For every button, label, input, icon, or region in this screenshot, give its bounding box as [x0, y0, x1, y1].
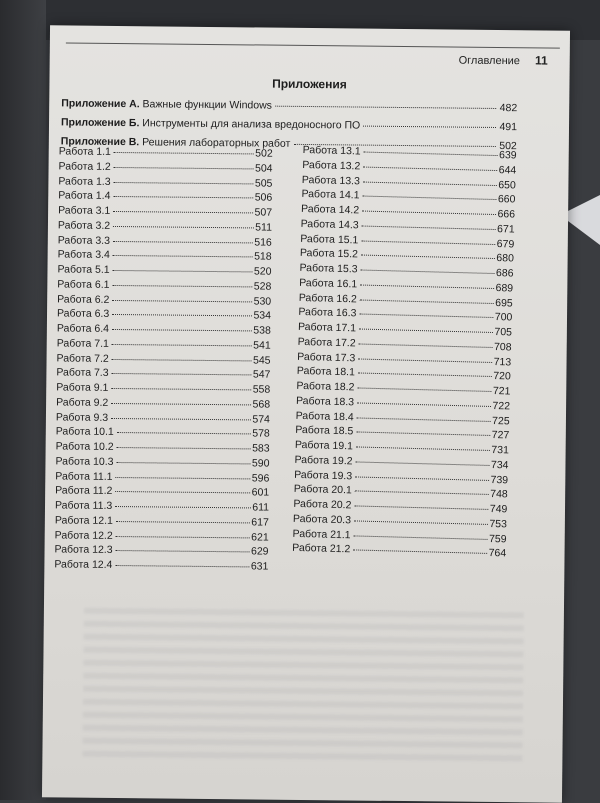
leader-dots [356, 432, 490, 437]
toc-entry-page: 568 [252, 398, 271, 411]
leader-dots [117, 432, 251, 434]
leader-dots [111, 403, 251, 405]
toc-entry-label: Работа 14.2 [300, 202, 360, 217]
toc-entry-label: Работа 18.3 [295, 394, 355, 409]
toc-entry-page: 753 [489, 517, 508, 531]
toc-entry [54, 558, 268, 575]
toc-entry-label: Работа 7.1 [56, 337, 109, 350]
toc-entry-page: 722 [492, 399, 511, 413]
toc-entry-page: 538 [253, 324, 271, 337]
toc-entry-label: Работа 9.2 [56, 396, 109, 409]
leader-dots [361, 255, 495, 260]
toc-entry-page: 725 [491, 414, 510, 427]
toc-entry-label: Работа 12.1 [54, 514, 113, 527]
appendix-b-page: 491 [499, 121, 518, 134]
toc-entry-label: Работа 18.4 [295, 409, 354, 423]
toc-entry-label: Работа 11.1 [55, 469, 113, 483]
leader-dots [355, 491, 489, 496]
toc-entry-label: Работа 9.1 [56, 381, 109, 394]
leader-dots [363, 166, 497, 171]
section-title: Приложения [272, 76, 347, 92]
toc-appendix-b [61, 116, 517, 133]
leader-dots [114, 167, 254, 169]
leader-dots [362, 211, 496, 216]
toc-entry-page: 689 [495, 281, 514, 295]
leader-dots [357, 387, 491, 392]
toc-entry-page: 650 [498, 178, 516, 192]
appendix-b-prefix: Приложение Б. [60, 116, 140, 130]
appendix-c-title: Решения лабораторных работ [139, 136, 291, 150]
leader-dots [115, 506, 251, 508]
leader-dots [361, 240, 495, 245]
toc-entry-label: Работа 3.3 [57, 233, 111, 247]
toc-entry-page: 700 [494, 311, 513, 324]
toc-entry-page: 671 [496, 222, 515, 236]
toc-entry-label: Работа 13.3 [301, 173, 361, 187]
toc-entry-page: 583 [252, 442, 270, 455]
toc-entry-label: Работа 19.1 [294, 438, 354, 453]
toc-entry-page: 507 [254, 206, 273, 219]
toc-appendix-a [61, 97, 517, 114]
toc-entry-label: Работа 19.3 [294, 468, 353, 482]
toc-entry-label: Работа 10.2 [55, 440, 114, 453]
appendix-a-page: 482 [499, 102, 518, 115]
leader-dots [361, 270, 495, 275]
toc-entry-page: 705 [494, 326, 513, 339]
leader-dots [112, 344, 252, 346]
leader-dots [111, 388, 251, 390]
toc-entry-page: 545 [252, 353, 271, 367]
leader-dots [115, 565, 249, 567]
toc-entry-page: 749 [489, 502, 508, 516]
toc-entry-page: 516 [254, 235, 272, 249]
leader-dots [112, 314, 252, 316]
toc-entry-label: Работа 15.3 [299, 261, 358, 276]
toc-entry-label: Работа 12.4 [54, 558, 113, 571]
toc-entry-page: 534 [253, 309, 272, 322]
leader-dots [359, 328, 493, 333]
background-left-shadow [0, 0, 46, 800]
toc-entry-label: Работа 20.2 [293, 497, 352, 512]
toc-entry-label: Работа 12.3 [54, 543, 113, 557]
toc-entry-label: Работа 3.4 [57, 248, 110, 262]
toc-entry-label: Работа 6.3 [56, 307, 110, 321]
toc-entry-page: 601 [251, 486, 270, 499]
leader-dots [363, 181, 497, 186]
toc-entry-label: Работа 16.3 [298, 306, 357, 320]
toc-entry-label: Работа 11.2 [55, 484, 113, 498]
toc-entry-page: 629 [250, 545, 269, 558]
toc-entry-page: 617 [251, 516, 269, 529]
toc-entry-page: 590 [251, 457, 270, 470]
toc-entry-label: Работа 1.3 [58, 174, 111, 188]
toc-entry-label: Работа 10.1 [55, 425, 114, 439]
appendix-a-prefix: Приложение А. [61, 97, 140, 111]
toc-entry-label: Работа 12.2 [54, 528, 113, 542]
toc-entry-page: 520 [253, 265, 272, 278]
toc-entry-label: Работа 6.2 [57, 292, 110, 306]
leader-dots [356, 461, 490, 466]
toc-entry-page: 759 [488, 532, 507, 545]
toc-entry-page: 518 [254, 250, 272, 263]
appendix-a-title: Важные функции Windows [139, 98, 273, 112]
toc-entry-page: 578 [252, 427, 270, 440]
toc-entry-label: Работа 15.1 [300, 232, 359, 246]
bleed-through-text [82, 608, 524, 763]
toc-entry-label: Работа 9.3 [55, 410, 109, 424]
toc-entry-page: 731 [491, 443, 510, 457]
leader-dots [113, 240, 253, 242]
toc-entry-page: 713 [493, 355, 512, 368]
toc-entry-label: Работа 10.3 [55, 455, 114, 468]
leader-dots [112, 373, 252, 375]
toc-entry-label: Работа 3.1 [58, 204, 111, 217]
toc-entry-page: 644 [498, 163, 517, 177]
toc-entry-label: Работа 19.2 [294, 453, 353, 468]
leader-dots [116, 521, 250, 523]
toc-entry-page: 748 [490, 488, 508, 501]
leader-dots [354, 505, 488, 510]
leader-dots [354, 520, 488, 525]
toc-right-column [292, 144, 517, 562]
leader-dots [356, 446, 490, 451]
leader-dots [112, 329, 252, 331]
toc-entry-label: Работа 11.3 [54, 499, 113, 512]
toc-entry-page: 621 [251, 530, 269, 544]
header-rule [66, 42, 560, 48]
toc-entry-page: 639 [498, 149, 517, 162]
leader-dots [116, 550, 250, 552]
leader-dots [116, 462, 250, 464]
leader-dots [359, 314, 493, 319]
leader-dots [357, 402, 491, 407]
leader-dots [113, 270, 253, 272]
leader-dots [115, 491, 250, 493]
toc-entry-label: Работа 17.3 [297, 350, 356, 364]
leader-dots [116, 477, 251, 479]
leader-dots [113, 285, 253, 287]
toc-entry-page: 558 [252, 383, 271, 396]
leader-dots [112, 299, 252, 301]
leader-dots [114, 152, 254, 154]
toc-entry-label: Работа 1.2 [58, 160, 111, 173]
toc-entry-page: 502 [255, 147, 273, 160]
leader-dots [353, 550, 487, 555]
leader-dots [360, 299, 494, 304]
toc-entry-label: Работа 14.1 [301, 188, 360, 202]
leader-dots [117, 447, 251, 449]
toc-entry-label: Работа 18.1 [296, 365, 356, 379]
leader-dots [363, 126, 496, 128]
toc-entry-label: Работа 13.1 [302, 143, 361, 158]
toc-entry-page: 666 [497, 208, 516, 221]
toc-entry-page: 631 [250, 560, 269, 573]
toc-entry-label: Работа 6.4 [56, 322, 110, 335]
toc-entry-label: Работа 13.2 [302, 158, 361, 173]
leader-dots [362, 225, 496, 230]
appendix-c-prefix: Приложение В. [60, 135, 140, 149]
leader-dots [364, 152, 498, 157]
toc-entry-label: Работа 18.5 [295, 424, 354, 438]
toc-entry-page: 574 [252, 412, 271, 426]
toc-entry-page: 506 [254, 191, 273, 204]
toc-entry-label: Работа 17.2 [297, 335, 356, 350]
toc-entry-label: Работа 7.2 [56, 351, 109, 365]
toc-entry-label: Работа 15.2 [299, 247, 359, 261]
toc-entry-label: Работа 7.3 [56, 366, 109, 380]
toc-entry-label: Работа 21.1 [292, 527, 351, 541]
appendix-b-title: Инструменты для анализа вредоносного ПО [139, 117, 361, 132]
toc-entry-page: 505 [254, 176, 273, 190]
toc-entry-page: 739 [490, 473, 509, 486]
toc-entry-page: 720 [493, 370, 511, 383]
running-header-title: Оглавление [458, 54, 521, 68]
toc-entry-page: 611 [252, 501, 270, 514]
leader-dots [358, 373, 492, 378]
toc-entry-label: Работа 6.1 [57, 278, 110, 291]
toc-entry-page: 530 [253, 294, 272, 308]
toc-entry-page: 660 [497, 193, 516, 206]
toc-entry-label: Работа 3.2 [57, 219, 111, 232]
toc-entry-label: Работа 5.1 [57, 263, 110, 276]
leader-dots [111, 417, 251, 419]
toc-entry-page: 547 [252, 368, 271, 381]
toc-entry-page: 708 [493, 340, 512, 354]
appendix-c-page: 502 [499, 140, 517, 153]
toc-entry-label: Работа 14.3 [300, 217, 359, 232]
leader-dots [114, 181, 254, 183]
leader-dots [362, 196, 496, 201]
toc-entry-page: 504 [254, 162, 273, 175]
leader-dots [357, 417, 491, 422]
toc-entry-page: 679 [496, 237, 515, 251]
toc-entry-page: 511 [255, 221, 273, 234]
leader-dots [113, 211, 253, 213]
leader-dots [358, 358, 492, 363]
toc-entry-label: Работа 1.4 [58, 189, 111, 203]
toc-entry-label: Работа 17.1 [297, 320, 357, 335]
running-header [459, 53, 548, 68]
leader-dots [355, 476, 489, 481]
leader-dots [359, 343, 493, 348]
leader-dots [113, 196, 253, 198]
leader-dots [112, 358, 252, 360]
toc-entry-page: 680 [496, 252, 515, 265]
toc-entry-page: 528 [253, 280, 272, 293]
toc-entry-label: Работа 21.2 [292, 542, 351, 556]
toc-entry-label: Работа 16.2 [298, 291, 357, 305]
page-number: 11 [534, 53, 548, 68]
toc-entry-page: 727 [491, 429, 510, 442]
toc-entry-page: 686 [495, 267, 514, 280]
toc-entry-page: 695 [495, 296, 513, 309]
toc-entry-page: 596 [251, 471, 270, 485]
leader-dots [113, 255, 253, 257]
leader-dots [354, 535, 488, 540]
toc-entry-page: 541 [253, 339, 271, 352]
toc-entry-label: Работа 20.1 [293, 483, 352, 497]
toc-entry-page: 764 [488, 547, 507, 560]
toc-entry-page: 721 [492, 385, 511, 398]
toc-entry-page: 734 [490, 458, 509, 472]
leader-dots [113, 226, 254, 228]
toc-entry-label: Работа 20.3 [292, 512, 352, 527]
toc-entry-label: Работа 1.1 [58, 145, 111, 158]
toc-entry-label: Работа 16.1 [299, 276, 358, 291]
toc-left-column [54, 145, 272, 575]
leader-dots [116, 536, 250, 538]
toc-entry-label: Работа 18.2 [296, 379, 355, 394]
leader-dots [360, 284, 494, 289]
leader-dots [275, 106, 497, 109]
book-page [42, 25, 570, 802]
